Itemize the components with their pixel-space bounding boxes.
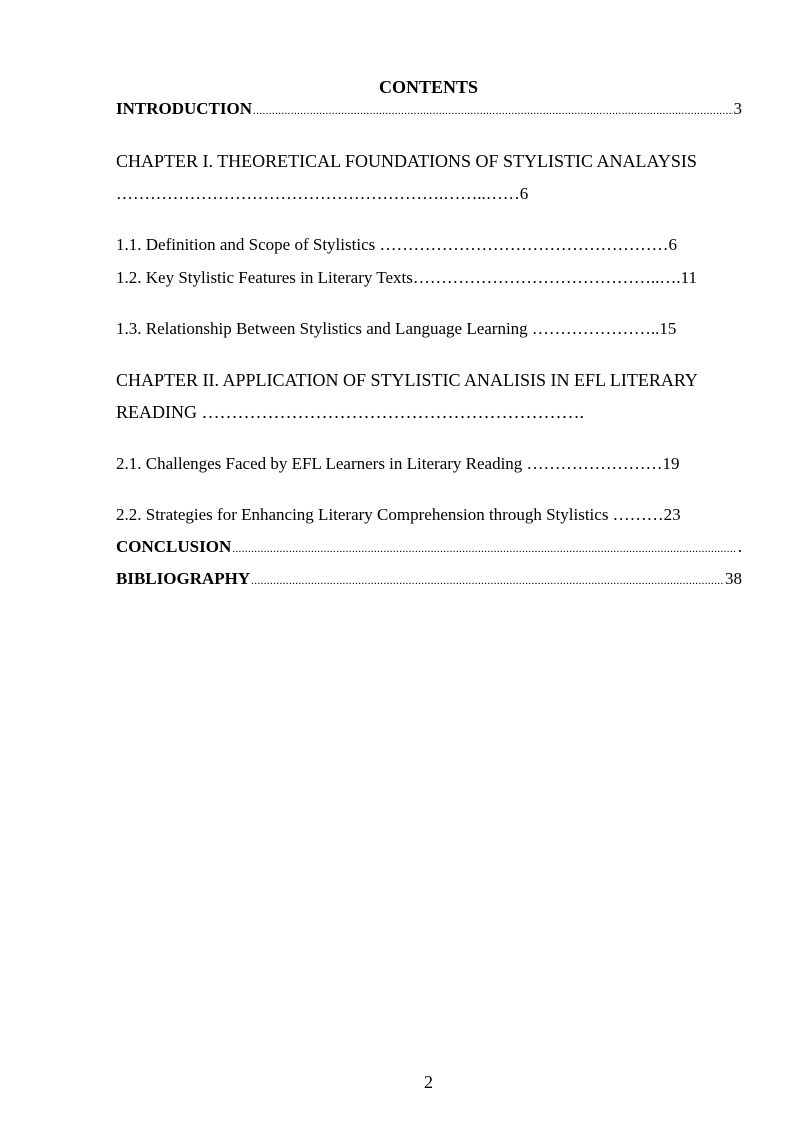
- toc-conclusion-label: CONCLUSION: [116, 537, 232, 556]
- page-number: 2: [424, 1072, 433, 1092]
- toc-chapter2-title-line2: READING ……………………………………………………….: [116, 402, 584, 422]
- toc-entry-conclusion: [116, 537, 742, 557]
- toc-section-2-1: 2.1. Challenges Faced by EFL Learners in Literary Reading ……………………19: [116, 454, 680, 473]
- toc-section-1-2: 1.2. Key Stylistic Features in Literary Texts……………………………………..….11: [116, 268, 698, 287]
- toc-chapter2-title: CHAPTER II. APPLICATION OF STYLISTIC ANALISIS IN EFL LITERARY: [116, 370, 698, 390]
- dot-leader: [253, 105, 732, 117]
- toc-section-1-1: 1.1. Definition and Scope of Stylistics ……………………………………………6: [116, 235, 677, 254]
- toc-section-1-3: 1.3. Relationship Between Stylistics and Language Learning …………………..15: [116, 319, 677, 338]
- toc-introduction-page: 3: [733, 99, 742, 118]
- toc-chapter1-title: CHAPTER I. THEORETICAL FOUNDATIONS OF STYLISTIC ANALAYSIS: [116, 151, 697, 171]
- toc-bibliography-label: BIBLIOGRAPHY: [116, 569, 251, 588]
- toc-entry-introduction: [116, 99, 742, 119]
- toc-section-2-2: 2.2. Strategies for Enhancing Literary Comprehension through Stylistics ………23: [116, 505, 681, 524]
- dot-leader: [232, 543, 737, 555]
- toc-introduction-label: INTRODUCTION: [116, 99, 253, 118]
- toc-bibliography-page: 38: [725, 569, 742, 588]
- contents-heading: CONTENTS: [378, 77, 479, 97]
- toc-conclusion-page: .: [737, 537, 742, 556]
- toc-chapter1-leader: ………………………………………………….……..……6: [116, 184, 529, 203]
- dot-leader: [251, 575, 724, 587]
- toc-entry-bibliography: [116, 569, 742, 589]
